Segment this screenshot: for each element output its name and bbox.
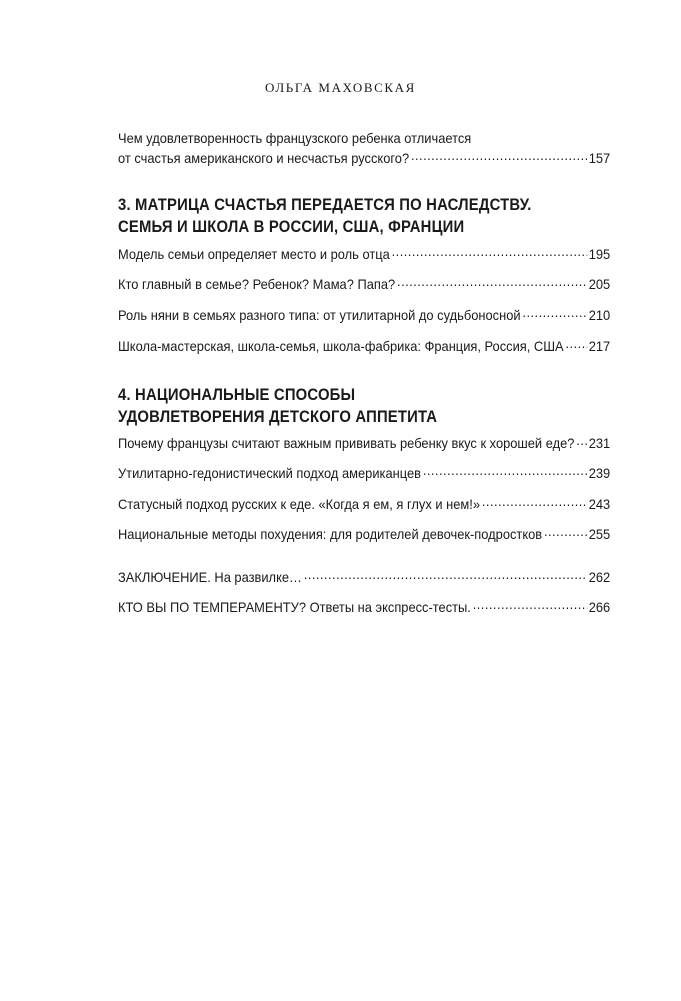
leader-dots [392,245,587,259]
toc-entry [118,305,610,325]
toc-entry-title: Роль няни в семьях разного типа: от утилитарной до судьбоносной [118,307,521,323]
toc-page-number: 195 [588,246,611,262]
toc-entry-title: КТО ВЫ ПО ТЕМПЕРАМЕНТУ? Ответы на экспресс-тесты. [118,599,471,615]
toc-entry [118,128,610,168]
toc-page-number: 231 [588,435,611,451]
toc-entry [118,336,610,356]
section-heading-line: СЕМЬЯ И ШКОЛА В РОССИИ, США, ФРАНЦИИ [118,218,465,236]
toc-entry-title: Модель семьи определяет место и роль отца [118,246,390,262]
leader-dots [544,525,587,539]
toc-page-number: 262 [588,569,611,585]
toc-page-number: 217 [588,338,611,354]
section-heading-line: 3. МАТРИЦА СЧАСТЬЯ ПЕРЕДАЕТСЯ ПО НАСЛЕДСТВУ. [118,196,532,214]
toc-page-number: 266 [588,599,611,615]
leader-dots [565,337,586,351]
toc-entry-title: Статусный подход русских к еде. «Когда я ем, я глух и нем!» [118,496,481,512]
toc-entry [118,463,610,483]
toc-entry-title-continued: от счастья американского и несчастья русского? [118,150,410,166]
toc-entry-title: ЗАКЛЮЧЕНИЕ. На развилке… [118,569,302,585]
leader-dots [576,434,587,448]
toc-entry [118,524,610,544]
toc-page-number: 243 [588,496,611,512]
toc-page-number: 157 [588,150,611,166]
toc-entry [118,244,610,264]
toc-page-number: 255 [588,526,611,542]
toc-page-number: 205 [588,276,611,292]
running-head: ОЛЬГА МАХОВСКАЯ [265,80,416,95]
toc-entry-title: Чем удовлетворенность французского ребенка отличается [118,130,472,146]
toc-entry [118,433,610,453]
section-heading [118,194,532,238]
toc-entry-title: Почему французы считают важным прививать ребенку вкус к хорошей еде? [118,435,575,451]
toc-entry-title: Кто главный в семье? Ребенок? Мама? Папа? [118,276,396,292]
toc-entry [118,567,610,587]
leader-dots [411,149,587,163]
section-heading [118,384,437,428]
leader-dots [423,464,587,478]
toc-entry [118,274,610,294]
toc-entry [118,597,610,617]
toc-entry-title: Национальные методы похудения: для родителей девочек-подростков [118,526,543,542]
toc-entry-title: Школа-мастерская, школа-семья, школа-фабрика: Франция, Россия, США [118,338,564,354]
toc-entry-title: Утилитарно-гедонистический подход американцев [118,465,421,481]
toc-page-number: 210 [588,307,611,323]
leader-dots [482,495,587,509]
leader-dots [522,306,586,320]
leader-dots [304,568,587,582]
toc-page-number: 239 [588,465,611,481]
toc-entry [118,494,610,514]
section-heading-line: 4. НАЦИОНАЛЬНЫЕ СПОСОБЫ [118,386,356,404]
leader-dots [397,275,587,289]
section-heading-line: УДОВЛЕТВОРЕНИЯ ДЕТСКОГО АППЕТИТА [118,408,438,426]
leader-dots [473,598,587,612]
